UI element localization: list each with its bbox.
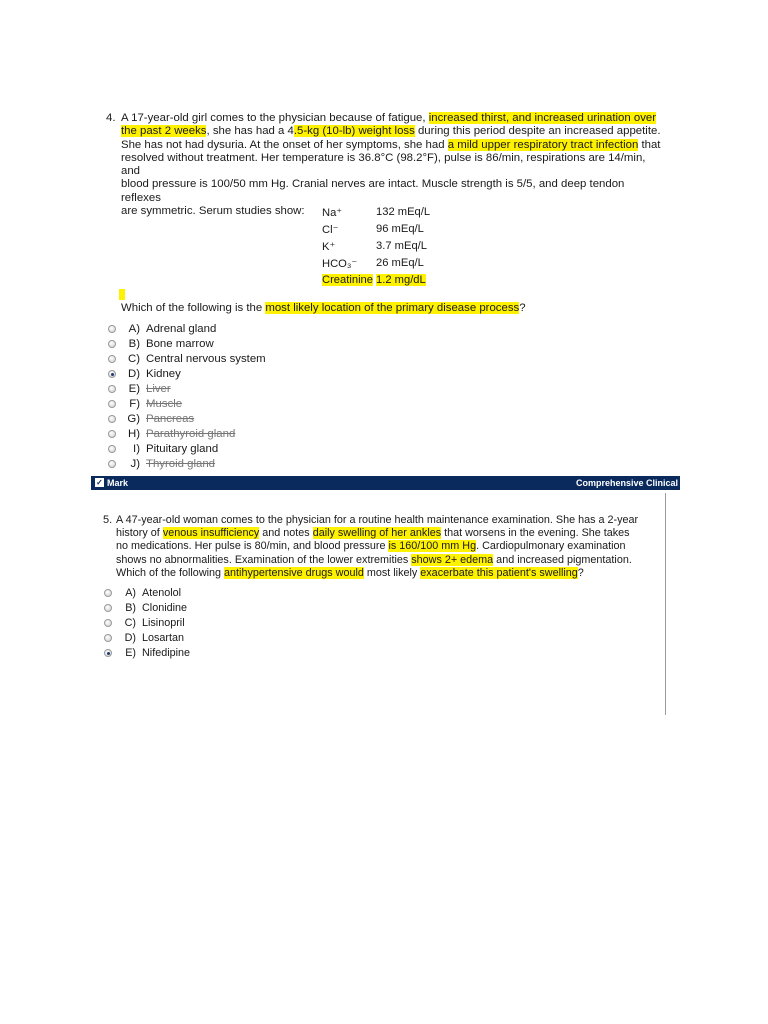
answer-option[interactable] xyxy=(108,321,266,336)
answer-option[interactable] xyxy=(108,381,266,396)
highlighted-text: increased thirst, and increased urination over xyxy=(428,112,657,124)
option-text: Adrenal gland xyxy=(146,322,217,335)
highlighted-text: shows 2+ edema xyxy=(411,553,494,566)
answer-option[interactable] xyxy=(108,351,266,366)
highlighted-text: is 160/100 mm Hg xyxy=(388,540,477,553)
stem-text: blood pressure is 100/50 mm Hg. Cranial nerves are intact. Muscle strength is 5/5, and deep tendon reflexes xyxy=(121,178,625,204)
answer-option[interactable] xyxy=(104,615,190,630)
question-4-number: 4. xyxy=(106,112,116,124)
option-text: Losartan xyxy=(142,631,185,644)
option-letter: E) xyxy=(125,646,136,659)
option-letter: B) xyxy=(125,601,136,614)
option-text: Thyroid gland xyxy=(146,457,216,470)
stem-text: shows no abnormalities. Examination of the lower extremities xyxy=(116,553,412,566)
answer-option[interactable] xyxy=(108,366,266,381)
answer-option[interactable] xyxy=(108,336,266,351)
stem-text: are symmetric. Serum studies show: xyxy=(121,205,305,218)
option-text: Bone marrow xyxy=(146,337,214,350)
stem-line xyxy=(121,178,661,205)
stem-line xyxy=(116,527,661,540)
stem-line xyxy=(116,540,661,553)
question-4-prompt xyxy=(121,302,661,315)
question-4-stem xyxy=(121,112,661,218)
mark-button[interactable]: Mark xyxy=(107,478,129,488)
stem-line xyxy=(121,152,661,179)
answer-option[interactable] xyxy=(108,456,266,471)
option-letter: D) xyxy=(124,631,136,644)
serum-lab-table xyxy=(322,206,472,291)
radio-button[interactable] xyxy=(108,400,116,408)
question-toolbar xyxy=(91,476,680,490)
option-text: Pancreas xyxy=(146,412,195,425)
lab-row-sodium xyxy=(322,206,472,223)
stem-text: A 47-year-old woman comes to the physician for a routine health maintenance examination. She has a 2-year xyxy=(116,514,639,526)
option-letter: H) xyxy=(127,427,140,440)
stem-text: She has not had dysuria. At the onset of her symptoms, she had xyxy=(121,138,448,151)
option-text: Muscle xyxy=(146,397,183,410)
lab-value: 26 mEq/L xyxy=(376,257,424,269)
radio-button[interactable] xyxy=(108,355,116,363)
lab-row-creatinine xyxy=(322,274,472,291)
option-text: Kidney xyxy=(146,367,181,380)
answer-option[interactable] xyxy=(104,630,190,645)
option-letter: C) xyxy=(124,616,136,629)
stem-text: that worsens in the evening. She takes xyxy=(441,527,630,540)
question-5-options xyxy=(104,585,190,660)
stem-line xyxy=(116,554,661,567)
stem-line xyxy=(121,125,661,138)
highlighted-text: a mild upper respiratory tract infection xyxy=(447,138,639,151)
answer-option[interactable] xyxy=(104,585,190,600)
exam-title: Comprehensive Clinical xyxy=(575,478,678,488)
radio-button[interactable] xyxy=(108,340,116,348)
option-letter: B) xyxy=(128,337,140,350)
radio-button[interactable] xyxy=(104,604,112,612)
pane-divider xyxy=(665,493,666,715)
radio-button[interactable] xyxy=(108,385,116,393)
stem-line xyxy=(121,139,661,152)
highlighted-text: most likely location of the primary disease process xyxy=(265,302,520,314)
highlight-cursor-mark xyxy=(119,289,125,300)
stem-text: ? xyxy=(577,566,584,579)
stem-line xyxy=(116,514,661,527)
lab-name: HCO₃⁻ xyxy=(322,258,358,270)
lab-value: 132 mEq/L xyxy=(376,206,431,218)
highlighted-text: daily swelling of her ankles xyxy=(312,527,442,540)
highlighted-text: exacerbate this patient's swelling xyxy=(420,566,578,579)
stem-text: during this period despite an increased appetite. xyxy=(414,125,661,138)
option-letter: C) xyxy=(127,352,140,365)
radio-button[interactable] xyxy=(108,325,116,333)
radio-button[interactable] xyxy=(108,445,116,453)
radio-button[interactable] xyxy=(104,649,112,657)
lab-value: 3.7 mEq/L xyxy=(376,240,427,252)
radio-button[interactable] xyxy=(104,634,112,642)
option-letter: D) xyxy=(127,367,140,380)
option-letter: E) xyxy=(128,382,140,395)
answer-option[interactable] xyxy=(108,426,266,441)
option-letter: F) xyxy=(129,397,140,410)
answer-option[interactable] xyxy=(104,600,190,615)
answer-option[interactable] xyxy=(104,645,190,660)
lab-name: Cl⁻ xyxy=(322,224,339,236)
option-text: Lisinopril xyxy=(142,616,185,629)
radio-button[interactable] xyxy=(104,589,112,597)
answer-option[interactable] xyxy=(108,441,266,456)
stem-text: . Cardiopulmonary examination xyxy=(476,540,626,553)
option-text: Pituitary gland xyxy=(146,442,219,455)
highlighted-text: antihypertensive drugs would xyxy=(224,566,364,579)
stem-text: Which of the following xyxy=(116,566,225,579)
radio-button[interactable] xyxy=(108,430,116,438)
lab-row-bicarbonate xyxy=(322,257,472,274)
option-text: Nifedipine xyxy=(142,646,191,659)
lab-name: Na⁺ xyxy=(322,207,343,219)
highlighted-text: .5-kg (10-lb) weight loss xyxy=(293,125,415,138)
question-5-number: 5. xyxy=(103,514,113,526)
option-text: Atenolol xyxy=(142,586,182,599)
stem-text: no medications. Her pulse is 80/min, and blood pressure xyxy=(116,540,389,553)
stem-text: and increased pigmentation. xyxy=(493,553,632,566)
radio-button[interactable] xyxy=(108,415,116,423)
option-letter: A) xyxy=(125,586,136,599)
stem-text: , she has had a 4 xyxy=(206,125,294,138)
stem-text: that xyxy=(638,138,661,151)
highlighted-text: the past 2 weeks xyxy=(121,125,207,138)
stem-text: A 17-year-old girl comes to the physician because of fatigue, xyxy=(121,112,429,124)
prompt-text: Which of the following is the xyxy=(121,302,266,314)
radio-button[interactable] xyxy=(108,460,116,468)
question-4-options xyxy=(108,321,266,471)
stem-line xyxy=(121,112,661,125)
option-text: Liver xyxy=(146,382,171,395)
lab-row-potassium xyxy=(322,240,472,257)
question-5-stem xyxy=(116,514,661,580)
answer-option[interactable] xyxy=(108,396,266,411)
option-text: Central nervous system xyxy=(146,352,266,365)
answer-option[interactable] xyxy=(108,411,266,426)
radio-button[interactable] xyxy=(108,370,116,378)
option-letter: A) xyxy=(128,322,140,335)
prompt-text: ? xyxy=(519,302,526,314)
option-letter: I) xyxy=(133,442,140,455)
stem-text: history of xyxy=(116,527,163,540)
lab-row-chloride xyxy=(322,223,472,240)
lab-value: 96 mEq/L xyxy=(376,223,424,235)
option-text: Parathyroid gland xyxy=(146,427,236,440)
option-letter: G) xyxy=(127,412,140,425)
stem-text: most likely xyxy=(363,566,421,579)
highlighted-text: venous insufficiency xyxy=(162,527,260,540)
stem-line xyxy=(116,567,661,580)
option-text: Clonidine xyxy=(142,601,188,614)
option-letter: J) xyxy=(130,457,140,470)
radio-button[interactable] xyxy=(104,619,112,627)
stem-text: resolved without treatment. Her temperature is 36.8°C (98.2°F), pulse is 86/min, respirations are 14/min, and xyxy=(121,151,646,178)
lab-value: 1.2 mg/dL xyxy=(376,274,426,286)
mark-checkbox-icon[interactable]: ✓ xyxy=(96,478,103,487)
lab-name: K⁺ xyxy=(322,241,336,253)
lab-name: Creatinine xyxy=(322,274,373,286)
stem-text: and notes xyxy=(259,527,313,540)
